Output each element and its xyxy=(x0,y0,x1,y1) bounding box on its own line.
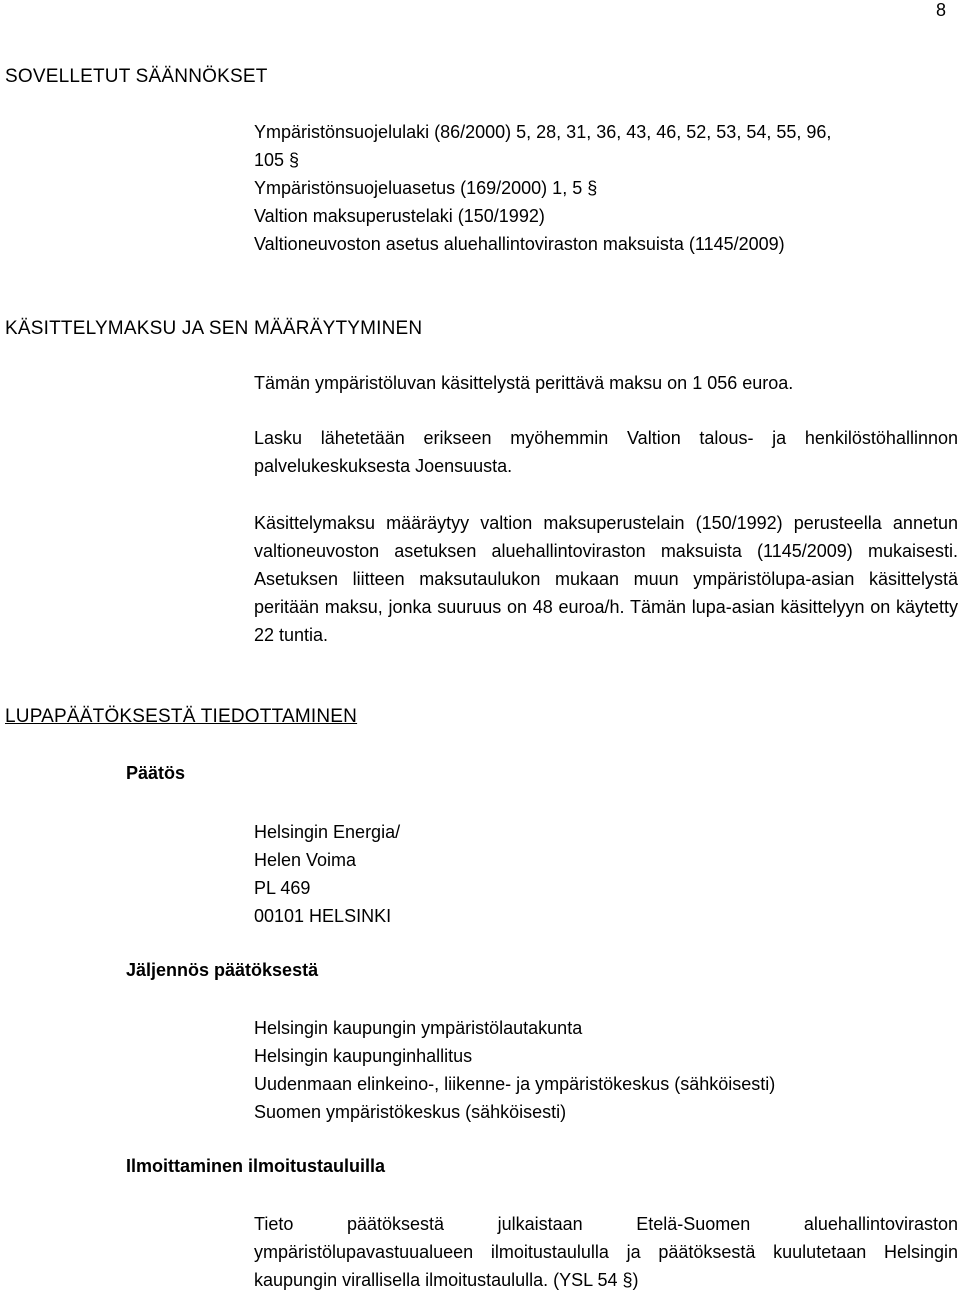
heading-kasittelymaksu: KÄSITTELYMAKSU JA SEN MÄÄRÄYTYMINEN xyxy=(5,318,423,339)
recipient-line: Helsingin kaupungin ympäristölautakunta xyxy=(254,1018,583,1038)
address-line: Helen Voima xyxy=(254,850,357,870)
ilmoittaminen-paragraph: Tieto päätöksestä julkaistaan Etelä-Suomen aluehallintoviraston ympäristölupavastuualueen ilmoitustaululla ja päätöksestä kuulutetaan Helsingin kaupungin virallisella ilmoitustaululla. (YSL 54 §) xyxy=(254,1214,958,1290)
regulation-line: Valtion maksuperustelaki (150/1992) xyxy=(254,206,545,226)
invoice-paragraph: Lasku lähetetään erikseen myöhemmin Valtion talous- ja henkilöstöhallinnon palvelukeskuksesta Joensuusta. xyxy=(254,428,958,476)
recipient-line: Suomen ympäristökeskus (sähköisesti) xyxy=(254,1102,567,1122)
address-line: 00101 HELSINKI xyxy=(254,906,392,926)
regulation-line: Ympäristönsuojeluasetus (169/2000) 1, 5 § xyxy=(254,178,598,198)
recipient-line: Helsingin kaupunginhallitus xyxy=(254,1046,473,1066)
jaljennos-label: Jäljennös päätöksestä xyxy=(126,960,319,980)
regulation-line: 105 § xyxy=(254,150,300,170)
address-line: PL 469 xyxy=(254,878,311,898)
heading-sovelletut-saannokset: SOVELLETUT SÄÄNNÖKSET xyxy=(5,66,268,87)
fee-amount-paragraph: Tämän ympäristöluvan käsittelystä perittävä maksu on 1 056 euroa. xyxy=(254,373,794,393)
recipient-line: Uudenmaan elinkeino-, liikenne- ja ympäristökeskus (sähköisesti) xyxy=(254,1074,776,1094)
address-line: Helsingin Energia/ xyxy=(254,822,401,842)
paatos-label: Päätös xyxy=(126,763,186,783)
paatos-address xyxy=(254,818,958,930)
ilmoittaminen-label: Ilmoittaminen ilmoitustauluilla xyxy=(126,1156,386,1176)
regulation-line: Ympäristönsuojelulaki (86/2000) 5, 28, 31, 36, 43, 46, 52, 53, 54, 55, 96, xyxy=(254,122,832,142)
page-number: 8 xyxy=(935,0,946,20)
regulation-line: Valtioneuvoston asetus aluehallintoviraston maksuista (1145/2009) xyxy=(254,234,785,254)
jaljennos-recipients xyxy=(254,1014,958,1126)
fee-basis-paragraph: Käsittelymaksu määräytyy valtion maksuperustelain (150/1992) perusteella annetun valtioneuvoston asetuksen aluehallintoviraston maksuista (1145/2009) mukaisesti. Asetuksen liitteen maksutaulukon mukaan muun ympäristölupa-asian käsittelystä peritään maksu, jonka suuruus on 48 euroa/h. Tämän lupa-asian käsittelyyn on käytetty 22 tuntia. xyxy=(254,513,958,645)
heading-tiedottaminen: LUPAPÄÄTÖKSESTÄ TIEDOTTAMINEN xyxy=(5,706,358,727)
applied-regulations-list xyxy=(254,118,958,258)
